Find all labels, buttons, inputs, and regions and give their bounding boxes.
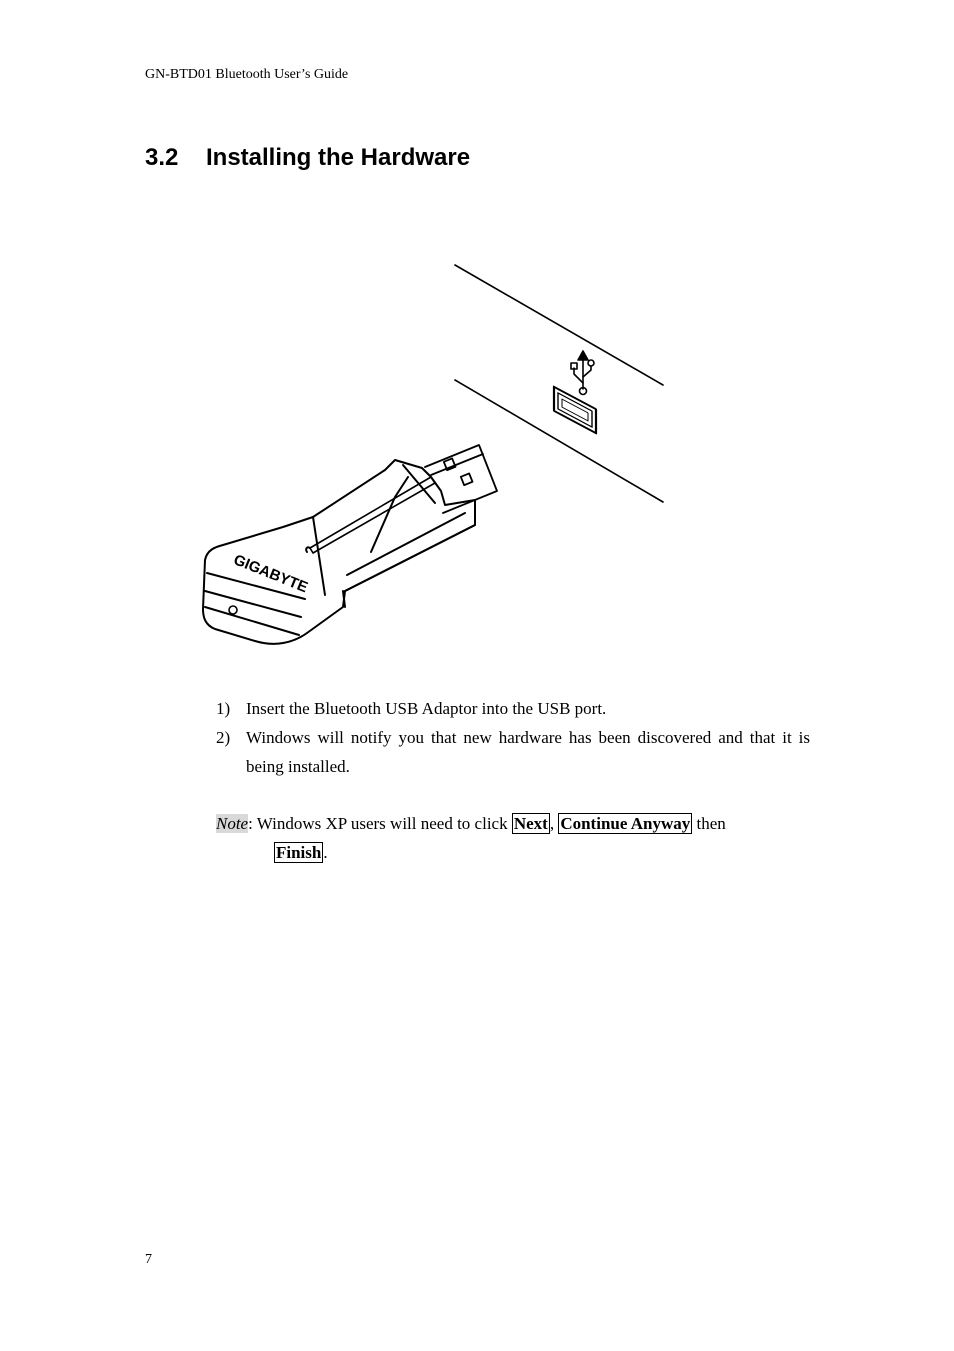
section-title: Installing the Hardware [206,144,471,171]
running-header: GN-BTD01 Bluetooth User’s Guide [145,67,349,82]
section-number: 3.2 [145,144,179,171]
gigabyte-logo: GIGABYTE [231,551,311,597]
note-line [216,809,810,838]
usb-symbol-icon [571,351,594,395]
step-text: Windows will notify you that new hardware has been discovered and that it is being installed. [246,728,810,776]
note-text: : Windows XP users will need to click [248,814,512,833]
note-then: then [692,814,726,833]
list-item [216,694,810,723]
panel-edge-bottom [455,380,663,502]
usb-port [554,387,596,433]
next-button-reference: Next [513,814,548,833]
finish-button-reference: Finish [276,843,322,862]
list-item [216,723,810,781]
note-separator: , [549,814,559,833]
section-heading [145,144,470,172]
windows-xp-note [216,809,810,867]
note-end: . [323,843,328,862]
note-label: Note [216,814,249,833]
usb-adaptor-drawing [195,255,675,655]
step-marker: 1) [216,699,231,718]
installation-steps [216,694,810,781]
adaptor-body [203,460,475,644]
page-number: 7 [145,1252,152,1267]
usb-adaptor-illustration [195,255,675,655]
step-marker: 2) [216,728,231,747]
note-line [216,838,810,867]
step-text: Insert the Bluetooth USB Adaptor into the USB port. [246,699,607,718]
panel-edge-top [455,265,663,385]
continue-anyway-button-reference: Continue Anyway [560,814,691,833]
